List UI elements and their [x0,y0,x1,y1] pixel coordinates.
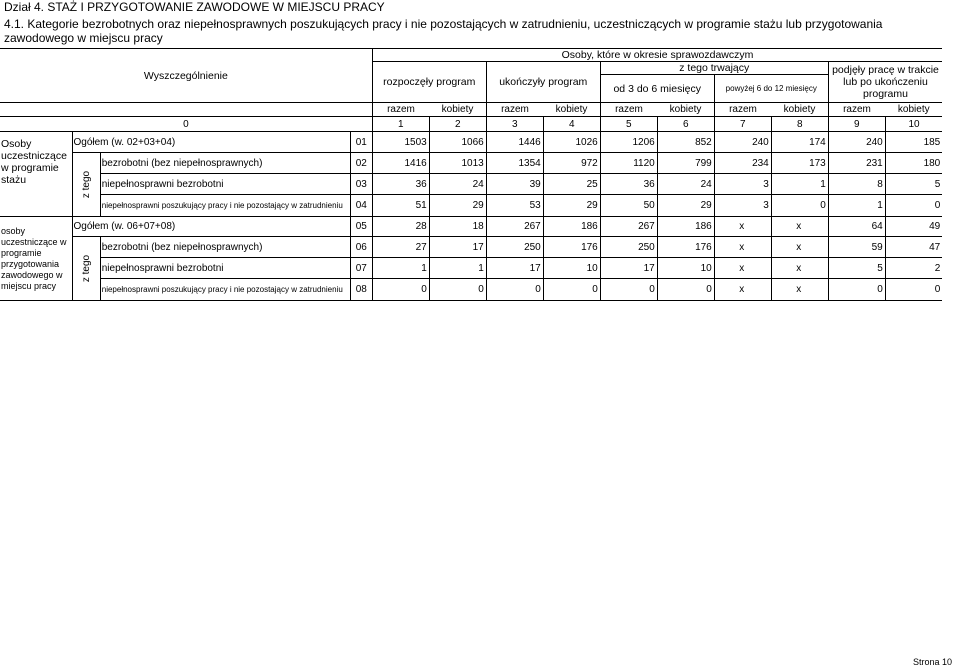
value-cell: 0 [885,195,942,217]
row-code: 08 [350,279,372,301]
col-number: 1 [372,117,429,132]
value-cell: 180 [885,153,942,174]
rozpoczely-header: rozpoczęły program [372,62,486,103]
row-code: 03 [350,174,372,195]
group-label-przygotowanie: osoby uczestniczące w programie przygotowania zawodowego w miejscu pracy [0,217,72,301]
value-cell: 173 [771,153,828,174]
row-code: 02 [350,153,372,174]
row-label: bezrobotni (bez niepełnosprawnych) [100,153,350,174]
value-cell: x [714,217,771,237]
value-cell: 28 [372,217,429,237]
value-cell: 186 [543,217,600,237]
value-cell: 59 [828,237,885,258]
kobiety-label: kobiety [771,103,828,117]
value-cell: 1013 [429,153,486,174]
value-cell: 186 [657,217,714,237]
value-cell: 3 [714,195,771,217]
value-cell: 0 [828,279,885,301]
table-row [0,195,942,217]
row-code: 07 [350,258,372,279]
row-label: niepełnosprawni poszukujący pracy i nie pozostający w zatrudnieniu [100,279,350,301]
value-cell: 10 [657,258,714,279]
table-title: 4.1. Kategorie bezrobotnych oraz niepełnosprawnych poszukujących pracy i nie pozostających w zatrudnieniu, uczestniczących w programie stażu lub przygotowania zawodowego w miejscu pracy [4,17,883,45]
razem-label: razem [486,103,543,117]
value-cell: 51 [372,195,429,217]
table-row [0,258,942,279]
razem-label: razem [828,103,885,117]
ukonczyly-header: ukończyły program [486,62,600,103]
value-cell: 250 [600,237,657,258]
z-tego-label: z tego [72,237,100,301]
row-code: 04 [350,195,372,217]
value-cell: 5 [828,258,885,279]
value-cell: 18 [429,217,486,237]
value-cell: 176 [657,237,714,258]
value-cell: 1354 [486,153,543,174]
kobiety-label: kobiety [543,103,600,117]
data-table [0,48,942,301]
col-number: 9 [828,117,885,132]
row-label: bezrobotni (bez niepełnosprawnych) [100,237,350,258]
value-cell: 1206 [600,132,657,153]
value-cell: x [714,279,771,301]
value-cell: 240 [714,132,771,153]
razem-kobiety-row [0,103,942,117]
col-number: 3 [486,117,543,132]
value-cell: 234 [714,153,771,174]
row-code: 01 [350,132,372,153]
value-cell: 176 [543,237,600,258]
value-cell: 5 [885,174,942,195]
value-cell: x [771,237,828,258]
col-number: 6 [657,117,714,132]
value-cell: x [714,237,771,258]
value-cell: 25 [543,174,600,195]
value-cell: x [771,258,828,279]
value-cell: 1026 [543,132,600,153]
col-number: 7 [714,117,771,132]
table-row [0,174,942,195]
value-cell: 0 [543,279,600,301]
table-row [0,132,942,153]
value-cell: 0 [771,195,828,217]
kobiety-label: kobiety [429,103,486,117]
table-row [0,217,942,237]
kobiety-label: kobiety [885,103,942,117]
value-cell: 24 [429,174,486,195]
value-cell: 0 [429,279,486,301]
value-cell: 1066 [429,132,486,153]
value-cell: 0 [885,279,942,301]
value-cell: 50 [600,195,657,217]
kobiety-label: kobiety [657,103,714,117]
value-cell: x [771,279,828,301]
value-cell: 17 [429,237,486,258]
value-cell: 174 [771,132,828,153]
column-numbers-row [0,117,942,132]
z-tego-trwajacy-header: z tego trwający [600,62,828,75]
value-cell: 49 [885,217,942,237]
z-tego-label: z tego [72,153,100,217]
value-cell: 0 [657,279,714,301]
value-cell: 1 [828,195,885,217]
value-cell: 267 [486,217,543,237]
value-cell: 29 [657,195,714,217]
value-cell: 8 [828,174,885,195]
razem-label: razem [600,103,657,117]
value-cell: 17 [486,258,543,279]
value-cell: 36 [600,174,657,195]
col-number: 4 [543,117,600,132]
value-cell: 267 [600,217,657,237]
value-cell: 29 [543,195,600,217]
value-cell: x [714,258,771,279]
value-cell: 1416 [372,153,429,174]
razem-label: razem [372,103,429,117]
value-cell: 36 [372,174,429,195]
row-label: niepełnosprawni bezrobotni [100,174,350,195]
value-cell: 852 [657,132,714,153]
value-cell: 53 [486,195,543,217]
col-number: 10 [885,117,942,132]
value-cell: 1120 [600,153,657,174]
value-cell: 17 [600,258,657,279]
value-cell: 10 [543,258,600,279]
value-cell: 0 [372,279,429,301]
od3do6-header: od 3 do 6 miesięcy [600,75,714,103]
col-number: 0 [0,117,372,132]
table-row [0,153,942,174]
value-cell: 185 [885,132,942,153]
value-cell: 1503 [372,132,429,153]
row-label: Ogółem (w. 02+03+04) [72,132,350,153]
value-cell: 27 [372,237,429,258]
value-cell: 2 [885,258,942,279]
value-cell: 972 [543,153,600,174]
osoby-header: Osoby, które w okresie sprawozdawczym [372,49,942,62]
row-code: 05 [350,217,372,237]
value-cell: 231 [828,153,885,174]
value-cell: x [771,217,828,237]
value-cell: 1446 [486,132,543,153]
section-title: Dział 4. STAŻ I PRZYGOTOWANIE ZAWODOWE W MIEJSCU PRACY [4,0,385,14]
value-cell: 0 [600,279,657,301]
value-cell: 47 [885,237,942,258]
value-cell: 3 [714,174,771,195]
table-row [0,237,942,258]
col-number: 8 [771,117,828,132]
value-cell: 39 [486,174,543,195]
col-number: 2 [429,117,486,132]
row-label: niepełnosprawni poszukujący pracy i nie pozostający w zatrudnieniu [100,195,350,217]
value-cell: 0 [486,279,543,301]
razem-label: razem [714,103,771,117]
col-number: 5 [600,117,657,132]
value-cell: 1 [771,174,828,195]
row-label: niepełnosprawni bezrobotni [100,258,350,279]
row-code: 06 [350,237,372,258]
value-cell: 24 [657,174,714,195]
table-row [0,279,942,301]
group-label-staz: Osoby uczestniczące w programie stażu [0,132,72,217]
powyzej-header: powyżej 6 do 12 miesięcy [714,75,828,103]
value-cell: 1 [372,258,429,279]
value-cell: 250 [486,237,543,258]
value-cell: 1 [429,258,486,279]
value-cell: 29 [429,195,486,217]
value-cell: 799 [657,153,714,174]
row-label: Ogółem (w. 06+07+08) [72,217,350,237]
spec-header: Wyszczególnienie [0,49,372,103]
value-cell: 64 [828,217,885,237]
value-cell: 240 [828,132,885,153]
page-number: Strona 10 [912,657,952,667]
podjely-header: podjęły pracę w trakcie lub po ukończeniu programu [832,64,939,100]
